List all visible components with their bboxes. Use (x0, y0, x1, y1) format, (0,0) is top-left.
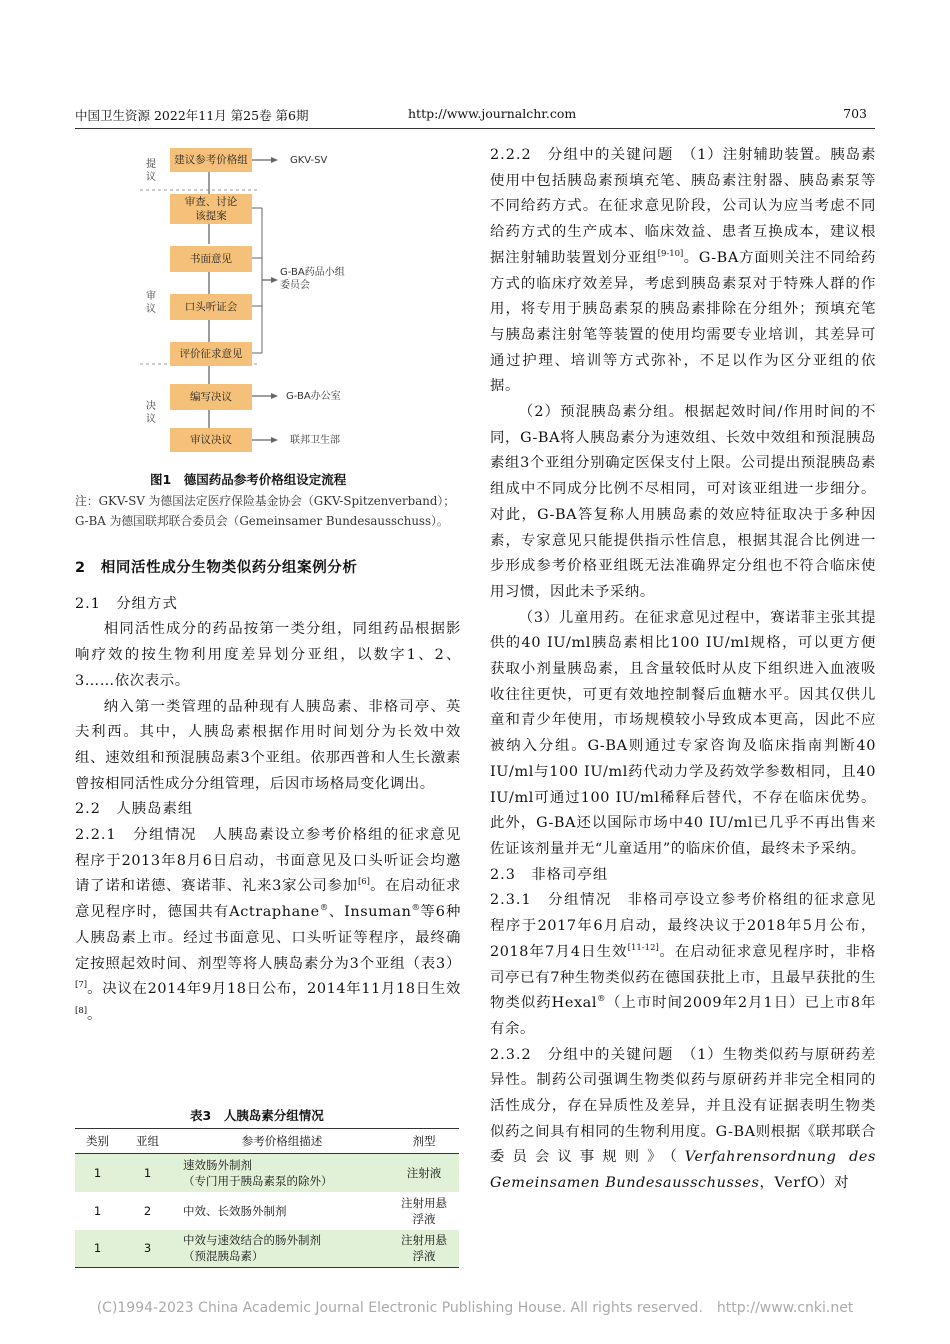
table-row: 1 3 中效与速效结合的肠外制剂 （预混胰岛素） 注射用悬 浮液 (75, 1230, 459, 1268)
para-pediatric: （3）儿童用药。在征求意见过程中，赛诺菲主张其提供的40 IU/ml胰岛素相比100 IU/ml规格，可以更方便获取小剂量胰岛素，且含量较低时从皮下组织进入血液吸收往往更快，可更有效地控制餐后血糖水平。因其仅供儿童和青少年使用，市场规模较小导致成本更高，因此不应被纳入分组。G-BA则通过专家咨询及临床指南判断40 IU/ml与100 IU/ml药代动力学及药效学参数相同，且40 IU/ml可通过100 IU/ml稀释后替代，不存在临床优势。此外，G-BA还以国际市场中40 IU/ml已几乎不再出售来佐证该剂量并无“儿童适用”的临床价值，最终未予采纳。 (490, 609, 876, 857)
subsection-2-1: 2.1 分组方式 (75, 595, 178, 612)
right-column (490, 143, 876, 1197)
left-column (75, 556, 461, 1029)
label-federal-ministry: 联邦卫生部 (290, 435, 340, 446)
box-propose: 建议参考价格组 (170, 148, 252, 172)
figure-note-line2: G-BA 为德国联邦联合委员会（Gemeinsamer Bundesausschuss）。 (75, 514, 449, 528)
label-gkv: GKV-SV (290, 155, 328, 166)
table-row: 1 2 中效、长效肠外制剂 注射用悬 浮液 (93, 1195, 447, 1226)
ref-9-10[interactable]: [9-10] (657, 248, 684, 259)
box-written: 书面意见 (170, 246, 252, 272)
stage-decide: 决议 (146, 401, 156, 425)
figure-note (75, 491, 467, 531)
journal-info: 中国卫生资源 2022年11月 第25卷 第6期 (75, 108, 309, 123)
table-caption: 表3 人胰岛素分组情况 (190, 1108, 324, 1123)
table-insulin-groups (75, 1128, 459, 1268)
para-insulin-grouping: 2.2.1 分组情况 人胰岛素设立参考价格组的征求意见程序于2013年8月6日启动，书面意见及口头听证会均邀请了诺和诺德、赛诺菲、礼来3家公司参加[6]。在启动征求意见程序时，德国共有Actraphane®、Insuman®等6种人胰岛素上市。经过书面意见、口头听证等程序，最终确定按照起效时间、剂型等将人胰岛素分为3个亚组（表3）[7]。决议在2014年9月18日公布，2014年11月18日生效[8]。 (75, 827, 461, 1023)
box-hearing: 口头听证会 (170, 294, 252, 320)
th-description: 参考价格组描述 (175, 1129, 389, 1154)
stage-propose: 提议 (146, 159, 156, 183)
copyright-footer: (C)1994-2023 China Academic Journal Electronic Publishing House. All rights reserved. http://www.cnki.net (96, 1300, 854, 1316)
stage-review: 审议 (146, 291, 156, 315)
section-heading-2: 2 相同活性成分生物类似药分组案例分析 (75, 560, 358, 576)
table-row: 1 1 速效肠外制剂 （专门用于胰岛素泵的除外） 注射液 (75, 1154, 459, 1192)
subsection-2-2-2: 2.2.2 分组中的关键问题 (490, 147, 674, 163)
subsection-2-3-1: 2.3.1 分组情况 (490, 892, 612, 909)
subsection-2-3: 2.3 非格司亭组 (490, 866, 609, 883)
para-grouping-method: 相同活性成分的药品按第一类分组，同组药品根据影响疗效的按生物利用度差异划分亚组，以数字1、2、3……依次表示。 (75, 621, 461, 689)
journal-url: http://www.journalchr.com (408, 106, 577, 121)
box-discuss: 审查、讨论该提案 (170, 194, 252, 224)
flowchart (140, 142, 460, 462)
para-filgrastim-grouping: 2.3.1 分组情况 非格司亭设立参考价格组的征求意见程序于2017年6月启动，最终决议于2018年5月公布，2018年7月4日生效[11-12]。在启动征求意见程序时，非格司亭已有7种生物类似药在德国获批上市，且最早获批的生物类似药Hexal®（上市时间2009年2月1日）已上市8年有余。 (490, 892, 877, 1037)
label-gba-office: G-BA办公室 (286, 391, 341, 402)
label-gba-committee: G-BA药品小组委员会 (280, 267, 345, 291)
th-subgroup: 亚组 (120, 1129, 175, 1154)
figure-note-line1: 注：GKV-SV 为德国法定医疗保险基金协会（GKV-Spitzenverband）； (75, 494, 456, 508)
figure-caption: 图1 德国药品参考价格组设定流程 (150, 472, 347, 487)
para-biosimilar-difference: 2.3.2 分组中的关键问题 （1）生物类似药与原研药差异性。制药公司强调生物类似药与原研药并非完全相同的活性成分，存在异质性及差异，并且没有证据表明生物类似药之间具有相同的生物利用度。G-BA则根据《联邦联合委员会议事规则》（Verfahrensordnung des Gemeinsamen Bundesausschusses，VerfO）对 (490, 1046, 876, 1192)
th-category: 类别 (75, 1129, 120, 1154)
box-approve: 审议决议 (170, 428, 252, 452)
box-draft: 编写决议 (170, 384, 252, 410)
ref-6[interactable]: [6] (357, 877, 370, 888)
ref-7[interactable]: [7] (75, 980, 88, 991)
subsection-2-3-2: 2.3.2 分组中的关键问题 (490, 1046, 674, 1063)
ref-8[interactable]: [8] (75, 1005, 88, 1016)
ref-11-12[interactable]: [11-12] (627, 942, 659, 953)
subsection-2-2-1: 2.2.1 分组情况 (75, 827, 197, 844)
th-form: 剂型 (389, 1129, 459, 1154)
box-evaluate: 评价征求意见 (170, 342, 252, 366)
para-first-class: 纳入第一类管理的品种现有人胰岛素、非格司亭、英夫利西。其中，人胰岛素根据作用时间划分为长效中效组、速效组和预混胰岛素3个亚组。依那西普和人生长激素曾按相同活性成分分组管理，后因市场格局变化调出。 (75, 698, 461, 792)
para-injection-device: 2.2.2 分组中的关键问题 （1）注射辅助装置。胰岛素使用中包括胰岛素预填充笔、胰岛素注射器、胰岛素泵等不同给药方式。在征求意见阶段，公司认为应当考虑不同给药方式的生产成本、临床效益、患者互换成本，建议根据注射辅助装置划分亚组[9-10]。G-BA方面则关注不同给药方式的临床疗效差异，考虑到胰岛素泵对于特殊人群的作用，将专用于胰岛素泵的胰岛素排除在分组外；预填充笔与胰岛素注射笔等装置的使用均需要专业培训，其差异可通过护理、培训等方式弥补，不足以作为区分亚组的依据。 (490, 147, 876, 395)
page-number: 703 (843, 106, 867, 121)
subsection-2-2: 2.2 人胰岛素组 (75, 801, 194, 818)
para-premixed: （2）预混胰岛素分组。根据起效时间/作用时间的不同，G-BA将人胰岛素分为速效组、长效中效组和预混胰岛素组3个亚组分别确定医保支付上限。公司提出预混胰岛素组成中不同成分比例不尽相同，可对该亚组进一步细分。对此，G-BA答复称人用胰岛素的效应特征取决于多种因素，专家意见只能提供指示性信息，根据其混合比例进一步形成参考价格亚组既无法准确界定分组也不符合临床使用习惯，因此未予采纳。 (490, 404, 876, 600)
running-header (75, 98, 875, 129)
